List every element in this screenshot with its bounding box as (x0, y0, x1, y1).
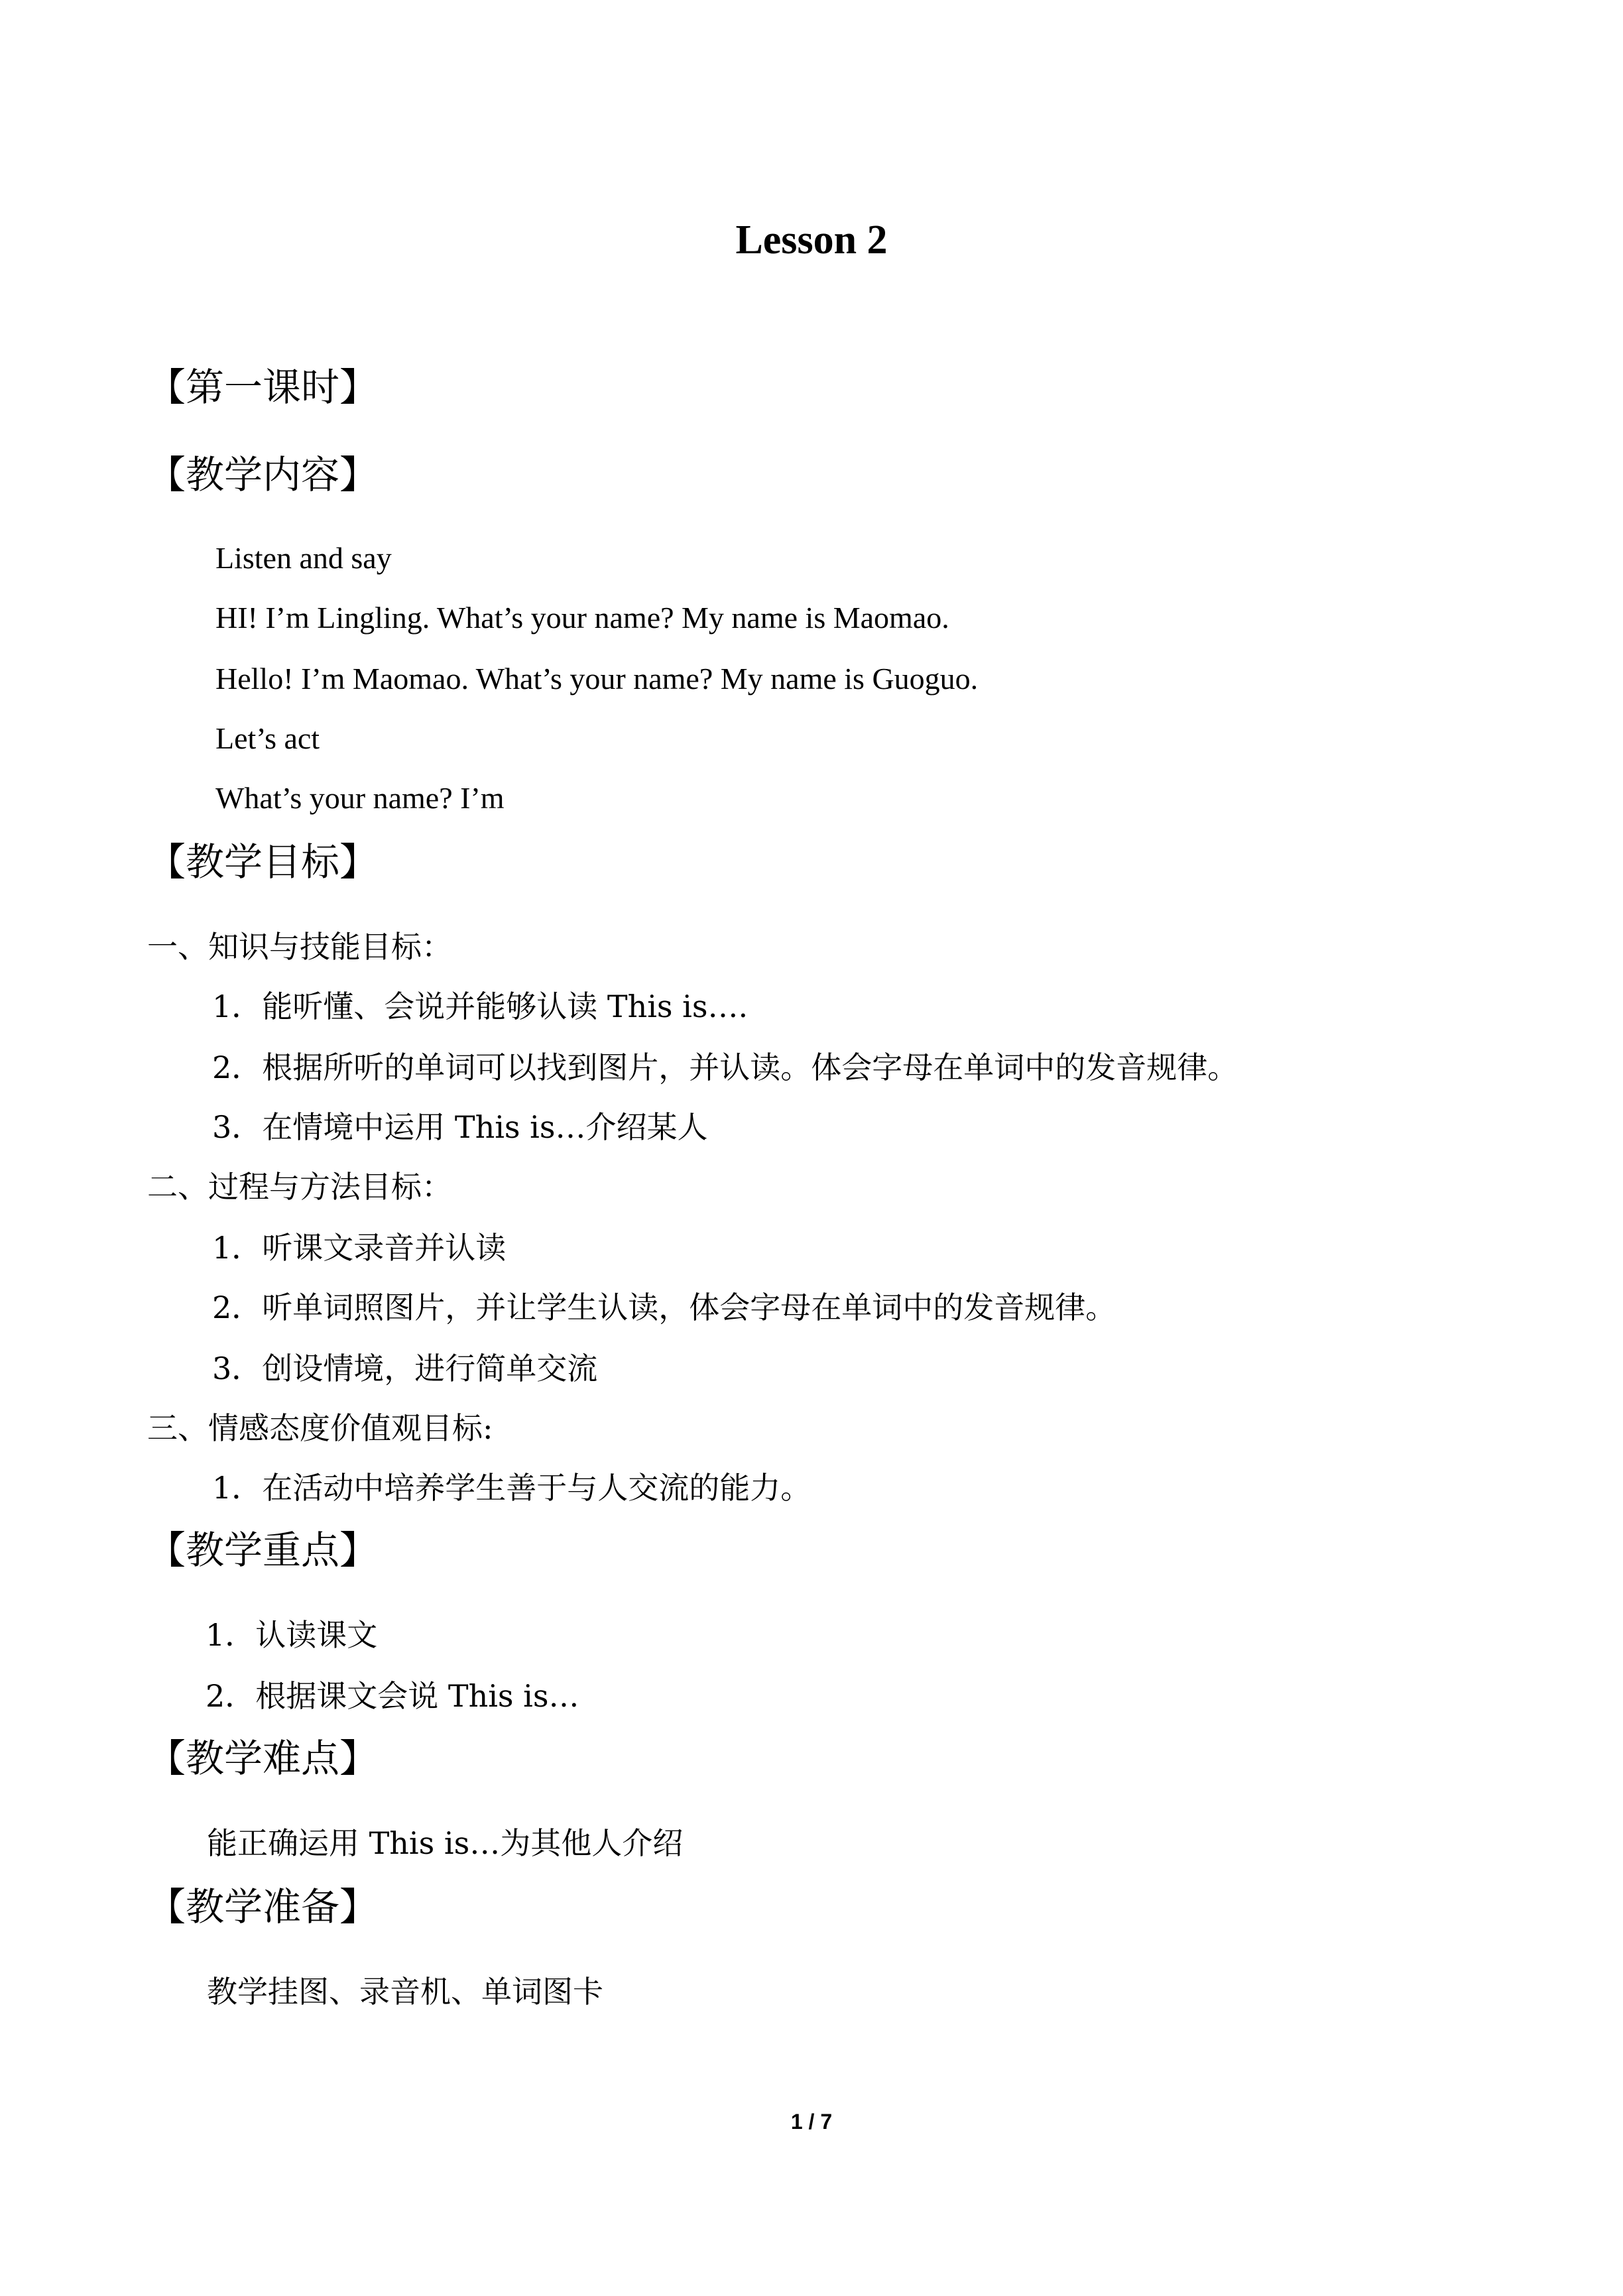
goal-item: 1．听课文录音并认读 (212, 1230, 507, 1266)
content-heading: 【教学内容】 (147, 452, 379, 497)
content-line: What’s your name? I’m (215, 781, 505, 815)
goal-item: 3．创设情境，进行简单交流 (212, 1351, 598, 1386)
goals-heading: 【教学目标】 (147, 839, 379, 884)
goal-item: 1．在活动中培养学生善于与人交流的能力。 (212, 1470, 812, 1506)
page-title: Lesson 2 (735, 217, 888, 263)
difficulty-heading: 【教学难点】 (147, 1736, 379, 1781)
content-line: Let’s act (215, 721, 320, 755)
content-line: HI! I’m Lingling. What’s your name? My name is Maomao. (215, 601, 949, 634)
goal-group-label: 三、情感态度价值观目标: (147, 1410, 493, 1446)
keypoints-heading: 【教学重点】 (147, 1528, 379, 1573)
keypoint-item: 1．认读课文 (206, 1617, 378, 1653)
goal-item: 1．能听懂、会说并能够认读 This is…. (212, 989, 749, 1024)
goal-group-label: 一、知识与技能目标： (147, 929, 452, 965)
goal-group-label: 二、过程与方法目标： (147, 1169, 452, 1205)
period-heading: 【第一课时】 (147, 365, 379, 410)
content-line: Listen and say (215, 541, 392, 575)
goal-item: 2．听单词照图片，并让学生认读，体会字母在单词中的发音规律。 (212, 1290, 1116, 1325)
prep-text: 教学挂图、录音机、单词图卡 (207, 1974, 603, 2010)
goal-item: 3．在情境中运用 This is…介绍某人 (212, 1109, 708, 1145)
difficulty-text: 能正确运用 This is…为其他人介绍 (207, 1825, 684, 1861)
prep-heading: 【教学准备】 (147, 1884, 379, 1929)
keypoint-item: 2．根据课文会说 This is… (206, 1678, 579, 1714)
goal-item: 2．根据所听的单词可以找到图片，并认读。体会字母在单词中的发音规律。 (212, 1050, 1238, 1085)
content-line: Hello! I’m Maomao. What’s your name? My name is Guoguo. (215, 662, 979, 695)
page-number: 1 / 7 (790, 2110, 833, 2134)
